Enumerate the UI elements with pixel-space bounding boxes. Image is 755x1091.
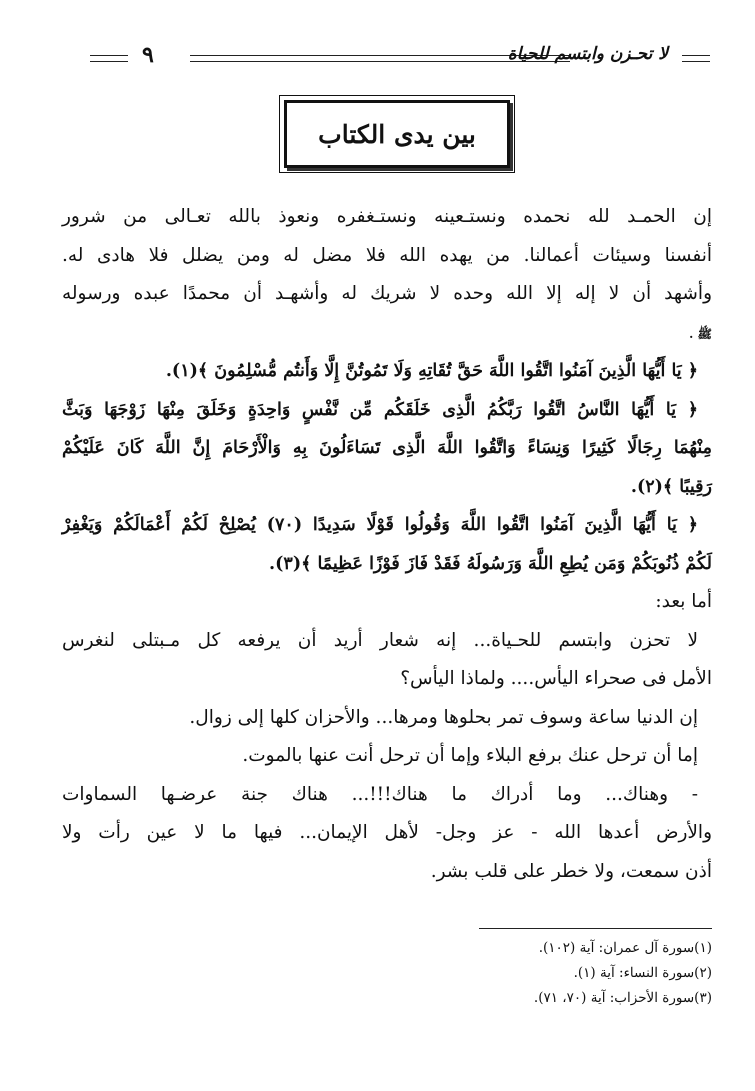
quran-verse: لَكُمْ ذُنُوبَكُمْ وَمَن يُطِعِ اللَّهَ وَرَسُولَهُ فَقَدْ فَازَ فَوْزًا عَظِيمًا ﴾(٣). <box>269 553 712 574</box>
header-rule-left <box>90 55 128 62</box>
body-line: إن الحمـد لله نحمده ونستـعينه ونستـغفره ونعوذ بالله تعـالى من شرور <box>62 206 712 227</box>
footnote: (٢)سورة النساء: آية (١). <box>573 965 712 981</box>
body-line: وأشهد أن لا إله إلا الله وحده لا شريك له وأشهـد أن محمدًا عبده ورسوله <box>62 283 712 304</box>
running-header <box>90 42 710 70</box>
quran-verse: ﴿ يَا أَيُّهَا الَّذِينَ آمَنُوا اتَّقُوا اللَّهَ وَقُولُوا قَوْلًا سَدِيدًا (٧٠) يُصْلِحْ لَكُمْ أَعْمَالَكُمْ وَيَغْفِرْ <box>62 515 698 535</box>
body-line: - وهناك... وما أدراك ما هناك!!!... هناك جنة عرضـها السماوات <box>62 783 698 805</box>
body-line: الأمل فى صحراء اليأس.... ولماذا اليأس؟ <box>400 668 712 689</box>
body-line: أما بعد: <box>655 591 712 612</box>
page-number: ٩ <box>142 42 154 68</box>
quran-verse: ﴿ يَا أَيُّهَا الَّذِينَ آمَنُوا اتَّقُوا اللَّهَ حَقَّ تُقَاتِهِ وَلَا تَمُوتُنَّ إِلَّا وَأَنتُم مُّسْلِمُونَ ﴾(١). <box>165 361 698 381</box>
chapter-title-frame <box>279 95 515 173</box>
footnote-separator <box>479 928 712 929</box>
body-line: أنفسنا وسيئات أعمالنا. من يهده الله فلا مضل له ومن يضلل فلا هادى له. <box>62 244 712 266</box>
body-line: والأرض أعدها الله - عز وجل- لأهل الإيمان... فيها ما لا عين رأت ولا <box>62 822 712 843</box>
body-line: إن الدنيا ساعة وسوف تمر بحلوها ومرها... والأحزان كلها إلى زوال. <box>189 706 698 728</box>
quran-verse: رَقِيبًا ﴾(٢). <box>630 476 712 497</box>
footnote: (١)سورة آل عمران: آية (١٠٢). <box>538 940 712 956</box>
salutation-mark: ﷺ . <box>689 326 712 341</box>
footnotes <box>412 936 712 1011</box>
running-title: لا تحـزن وابتسم للحياة <box>507 44 668 64</box>
body-line: أذن سمعت، ولا خطر على قلب بشر. <box>430 860 712 882</box>
chapter-title: بين يدى الكتاب <box>284 100 510 168</box>
quran-verse: ﴿ يَا أَيُّهَا النَّاسُ اتَّقُوا رَبَّكُمُ الَّذِى خَلَقَكُم مِّن نَّفْسٍ وَاحِدَةٍ وَخَلَقَ مِنْهَا زَوْجَهَا وَبَثَّ <box>62 399 698 420</box>
body-text <box>62 198 712 891</box>
header-rule-right <box>682 55 710 62</box>
body-line: إما أن ترحل عنك برفع البلاء وإما أن ترحل أنت عنها بالموت. <box>242 745 698 766</box>
body-line <box>62 314 712 353</box>
body-line: لا تحزن وابتسم للحـياة... إنه شعار أريد أن يرفعه كل مـبتلى لنغرس <box>62 629 698 651</box>
quran-verse: مِنْهُمَا رِجَالًا كَثِيرًا وَنِسَاءً وَاتَّقُوا اللَّهَ الَّذِى تَسَاءَلُونَ بِهِ وَالْأَرْحَامَ إِنَّ اللَّهَ كَانَ عَلَيْكُمْ <box>62 438 712 458</box>
footnote: (٣)سورة الأحزاب: آية (٧٠، ٧١). <box>533 990 712 1006</box>
